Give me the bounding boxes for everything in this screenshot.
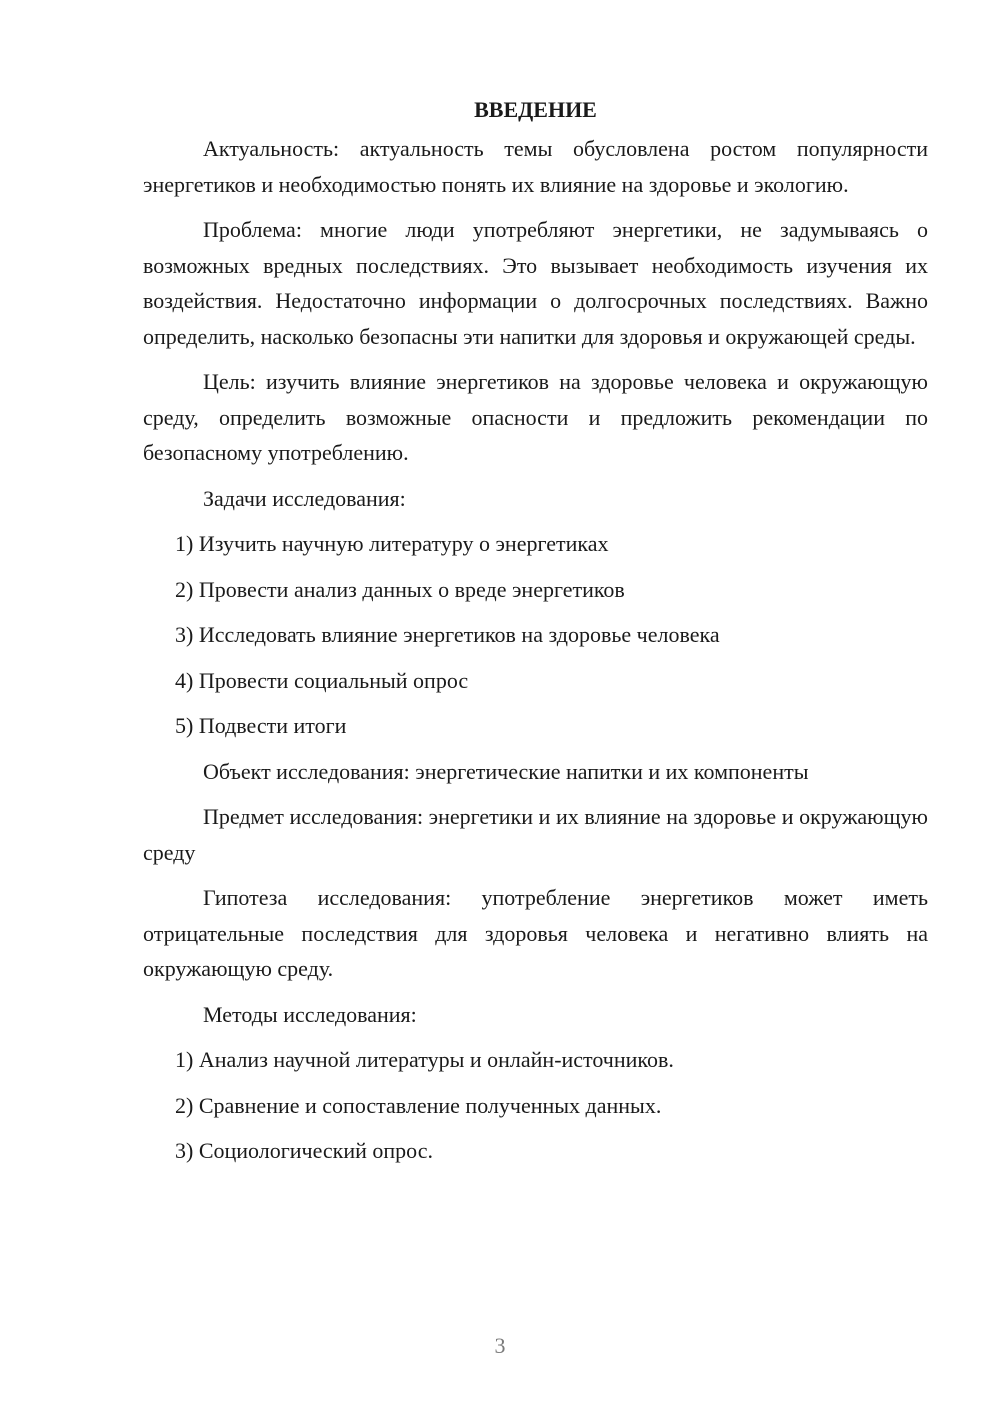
list-item: 1) Изучить научную литературу о энергетиках xyxy=(175,531,609,556)
page-title: ВВЕДЕНИЕ xyxy=(474,97,597,122)
methods-heading: Методы исследования: xyxy=(203,1001,417,1027)
page-number: 3 xyxy=(494,1333,506,1358)
tasks-list xyxy=(143,526,928,744)
list-item: 2) Провести анализ данных о вреде энергетиков xyxy=(175,576,625,602)
paragraph-problem: Проблема: многие люди употребляют энергетики, не задумываясь о возможных вредных последствиях. Это вызывает необходимость изучения их воздействия. Недостаточно информации о долгосрочных последствиях. Важно определить, насколько безопасны эти напитки для здоровья и окружающей среды. xyxy=(143,217,928,349)
document-page xyxy=(143,92,928,1179)
list-item: 4) Провести социальный опрос xyxy=(175,667,469,693)
paragraph-goal: Цель: изучить влияние энергетиков на здоровье человека и окружающую среду, определить возможные опасности и предложить рекомендации по безопасному употреблению. xyxy=(143,369,928,465)
list-item: 3) Исследовать влияние энергетиков на здоровье человека xyxy=(175,622,720,647)
methods-list xyxy=(143,1042,928,1169)
tasks-heading: Задачи исследования: xyxy=(203,485,406,511)
list-item: 5) Подвести итоги xyxy=(175,713,347,738)
paragraph-actuality: Актуальность: актуальность темы обусловлена ростом популярности энергетиков и необходимостью понять их влияние на здоровье и экологию. xyxy=(143,136,928,197)
list-item: 2) Сравнение и сопоставление полученных данных. xyxy=(175,1092,662,1118)
paragraph-subject: Предмет исследования: энергетики и их влияние на здоровье и окружающую среду xyxy=(143,804,928,865)
list-item: 1) Анализ научной литературы и онлайн-источников. xyxy=(175,1047,674,1072)
paragraph-object: Объект исследования: энергетические напитки и их компоненты xyxy=(203,758,809,784)
paragraph-hypothesis: Гипотеза исследования: употребление энергетиков может иметь отрицательные последствия для здоровья человека и негативно влиять на окружающую среду. xyxy=(143,885,928,981)
list-item: 3) Социологический опрос. xyxy=(175,1138,433,1163)
